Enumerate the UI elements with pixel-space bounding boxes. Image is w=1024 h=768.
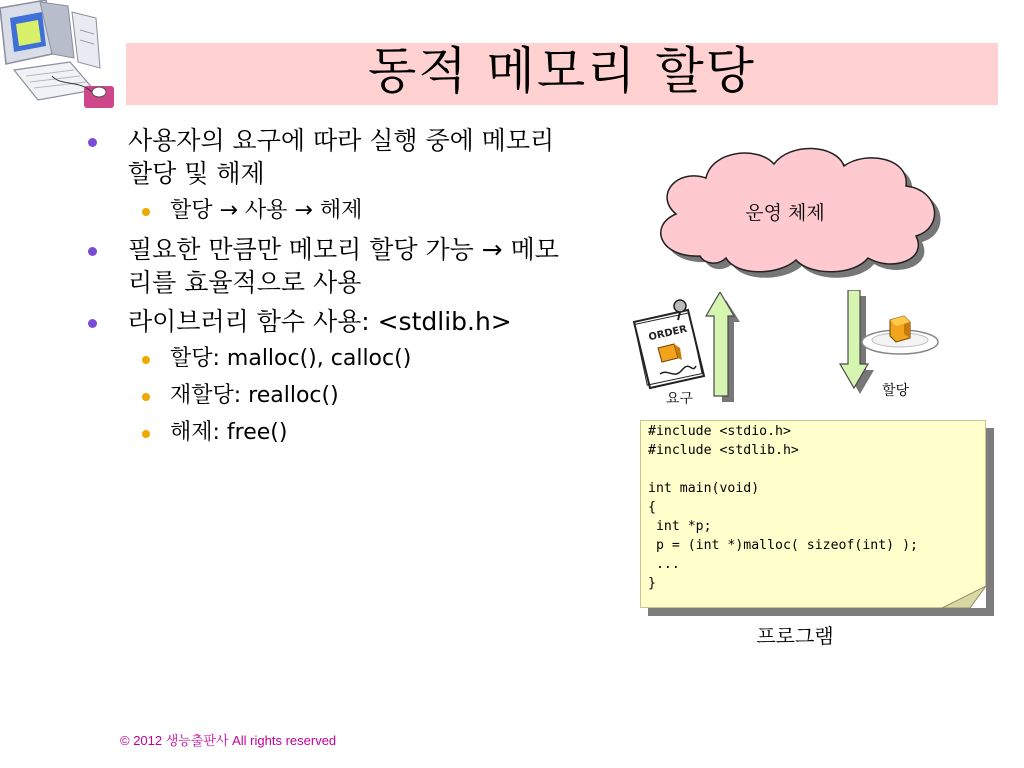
bullet-dot-icon (88, 138, 97, 147)
bullet-item (88, 305, 568, 338)
sub-bullet-text: 할당: malloc(), calloc() (170, 346, 412, 371)
code-note (640, 420, 986, 608)
code-line: #include <stdio.h> (648, 424, 791, 439)
bullet-text: 필요한 만큼만 메모리 할당 가능 → 메모리를 효율적으로 사용 (128, 235, 559, 297)
computer-icon (0, 0, 122, 112)
code-line: p = (int *)malloc( sizeof(int) ); (648, 538, 918, 553)
sub-bullet-item (88, 418, 568, 448)
sub-bullet-item (88, 344, 568, 374)
code-line: } (648, 576, 656, 591)
code-block (648, 422, 918, 593)
bullet-dot-icon (88, 319, 97, 328)
bullet-item (88, 124, 568, 190)
sub-bullet-item (88, 381, 568, 411)
allocate-label: 할당 (882, 383, 910, 399)
bullet-text: 사용자의 요구에 따라 실행 중에 메모리 할당 및 해제 (128, 126, 555, 188)
sub-bullet-dot-icon (142, 430, 150, 438)
code-line: int main(void) (648, 481, 760, 496)
order-tag-text: ORDER (647, 323, 689, 344)
code-line: ... (648, 557, 680, 572)
bullet-dot-icon (88, 247, 97, 256)
sub-bullet-dot-icon (142, 393, 150, 401)
code-line: { (648, 500, 656, 515)
bullet-list (88, 124, 568, 455)
sub-bullet-dot-icon (142, 356, 150, 364)
code-line: #include <stdlib.h> (648, 443, 799, 458)
request-label: 요구 (666, 391, 694, 407)
sub-bullet-item (88, 196, 568, 226)
order-note-icon (630, 296, 710, 396)
code-line: int *p; (648, 519, 712, 534)
slide-title: 동적 메모리 할당 (368, 42, 756, 100)
bullet-text: 라이브러리 함수 사용: <stdlib.h> (128, 307, 512, 336)
sub-bullet-text: 할당 → 사용 → 해제 (170, 198, 363, 223)
plate-with-box-icon (858, 310, 942, 356)
footer-copyright: © 2012 생능출판사 All rights reserved (120, 733, 337, 748)
os-label: 운영 체제 (745, 202, 825, 224)
page-fold-icon (942, 586, 986, 608)
sub-bullet-dot-icon (142, 208, 150, 216)
sub-bullet-text: 해제: free() (170, 420, 288, 445)
bullet-item (88, 233, 568, 299)
sub-bullet-text: 재할당: realloc() (170, 383, 339, 408)
program-label: 프로그램 (756, 624, 834, 648)
